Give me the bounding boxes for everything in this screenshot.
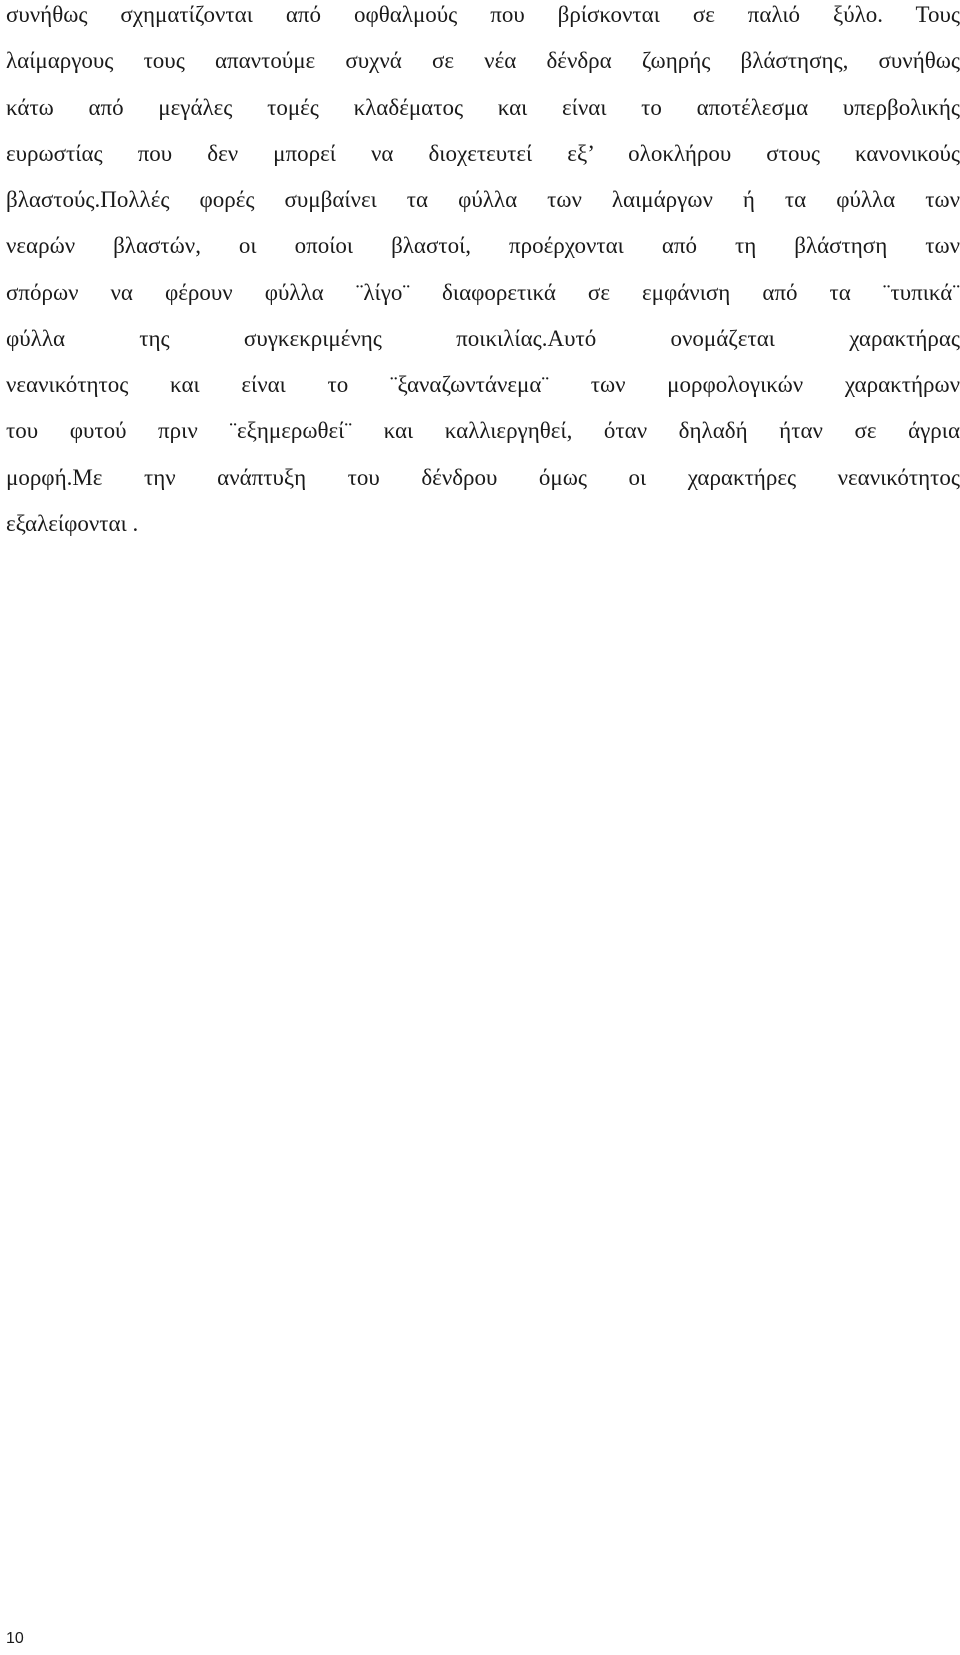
body-text-line: κάτω από μεγάλες τομές κλαδέματος και είναι το αποτέλεσμα υπερβολικής <box>6 95 960 120</box>
body-text-line: συνήθως σχηματίζονται από οφθαλμούς που βρίσκονται σε παλιό ξύλο. Τους <box>6 2 960 27</box>
body-text-line: σπόρων να φέρουν φύλλα ¨λίγο¨ διαφορετικά σε εμφάνιση από τα ¨τυπικά¨ <box>6 280 960 305</box>
body-text-line: βλαστούς.Πολλές φορές συμβαίνει τα φύλλα των λαιμάργων ή τα φύλλα των <box>6 187 960 212</box>
body-text-line: νεαρών βλαστών, οι οποίοι βλαστοί, προέρχονται από τη βλάστηση των <box>6 233 960 258</box>
body-text-line: του φυτού πριν ¨εξημερωθεί¨ και καλλιεργηθεί, όταν δηλαδή ήταν σε άγρια <box>6 418 960 443</box>
body-text-line: λαίμαργους τους απαντούμε συχνά σε νέα δένδρα ζωηρής βλάστησης, συνήθως <box>6 48 960 73</box>
document-page <box>6 0 960 1655</box>
page-number: 10 <box>6 1630 24 1647</box>
body-text-line: μορφή.Με την ανάπτυξη του δένδρου όμως οι χαρακτήρες νεανικότητος <box>6 465 960 490</box>
body-text-line: φύλλα της συγκεκριμένης ποικιλίας.Αυτό ονομάζεται χαρακτήρας <box>6 326 960 351</box>
body-text-line: νεανικότητος και είναι το ¨ξαναζωντάνεμα¨ των μορφολογικών χαρακτήρων <box>6 372 960 397</box>
body-text-line: ευρωστίας που δεν μπορεί να διοχετευτεί εξ’ ολοκλήρου στους κανονικούς <box>6 141 960 166</box>
body-text-line: εξαλείφονται . <box>6 511 139 536</box>
